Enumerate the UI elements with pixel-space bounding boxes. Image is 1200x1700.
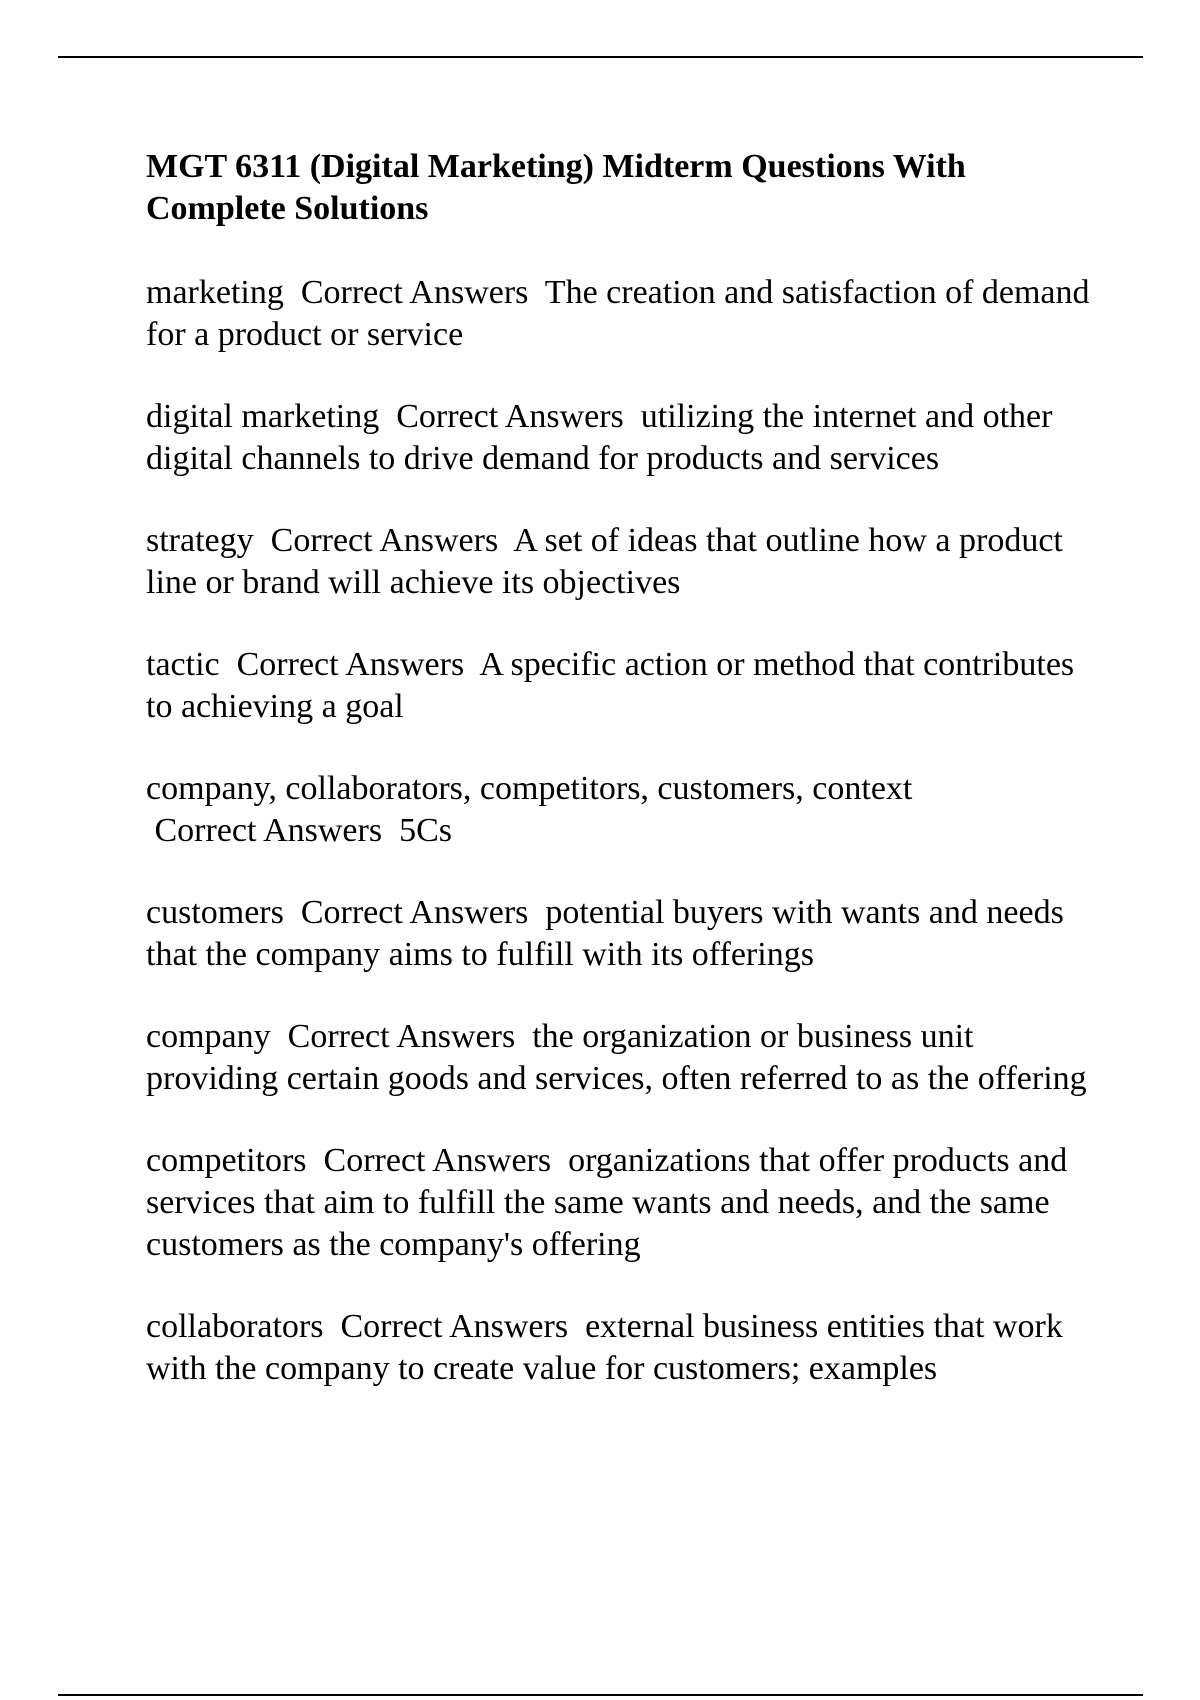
answer-marker: Correct Answers	[270, 522, 499, 559]
qa-definition: 5Cs	[399, 812, 452, 849]
qa-definition: A set of ideas that outline how a product line or brand will achieve its objectives	[146, 522, 1072, 601]
qa-term: tactic	[146, 646, 220, 683]
qa-entry	[146, 1140, 1106, 1266]
answer-marker: Correct Answers	[287, 1018, 516, 1055]
answer-marker: Correct Answers	[300, 274, 529, 311]
qa-entry	[146, 644, 1106, 728]
answer-marker: Correct Answers	[340, 1308, 569, 1345]
qa-term: strategy	[146, 522, 254, 559]
qa-entry	[146, 396, 1106, 480]
qa-definition: organizations that offer products and services that aim to fulfill the same wants and needs, and the same customers as the company's offering	[146, 1142, 1076, 1263]
qa-definition: external business entities that work with the company to create value for customers; examples	[146, 1308, 1072, 1387]
qa-term: company, collaborators, competitors, customers, context	[146, 770, 913, 807]
answer-marker: Correct Answers	[396, 398, 624, 435]
bottom-divider	[58, 1694, 1143, 1696]
qa-definition: utilizing the internet and other digital channels to drive demand for products and services	[146, 398, 1061, 477]
document-body	[146, 146, 1106, 1430]
answer-marker: Correct Answers	[300, 894, 529, 931]
qa-definition: A specific action or method that contributes to achieving a goal	[146, 646, 1083, 725]
qa-definition: potential buyers with wants and needs that the company aims to fulfill with its offerings	[146, 894, 1073, 973]
qa-entry	[146, 892, 1106, 976]
qa-entry	[146, 768, 1106, 852]
qa-term: customers	[146, 894, 284, 931]
qa-term: collaborators	[146, 1308, 324, 1345]
qa-entry	[146, 272, 1106, 356]
qa-definition: the organization or business unit providing certain goods and services, often referred to as the offering	[146, 1018, 1087, 1097]
qa-definition: The creation and satisfaction of demand for a product or service	[146, 274, 1099, 353]
qa-term: digital marketing	[146, 398, 380, 435]
answer-marker: Correct Answers	[236, 646, 465, 683]
qa-entry	[146, 520, 1106, 604]
answer-marker: Correct Answers	[154, 812, 383, 849]
answer-marker: Correct Answers	[323, 1142, 552, 1179]
qa-term: marketing	[146, 274, 284, 311]
document-title: MGT 6311 (Digital Marketing) Midterm Questions With Complete Solutions	[146, 148, 966, 227]
qa-entry	[146, 1016, 1106, 1100]
top-divider	[58, 56, 1143, 58]
qa-term: competitors	[146, 1142, 307, 1179]
qa-term: company	[146, 1018, 271, 1055]
qa-entry	[146, 1306, 1106, 1390]
